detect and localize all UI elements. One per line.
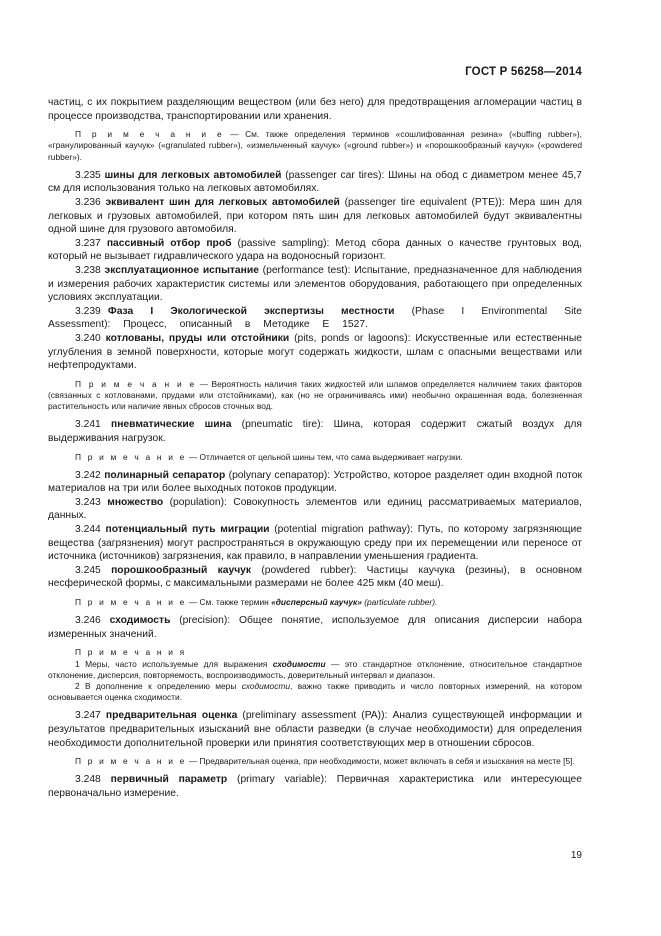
- note-paragraph: [48, 756, 582, 767]
- entry-term: шины для легковых автомобилей: [104, 169, 282, 181]
- entry-3-244: [48, 523, 582, 564]
- note-label: П р и м е ч а н и е: [75, 129, 224, 140]
- note-paragraph: [48, 452, 582, 463]
- entry-3-247: [48, 709, 582, 750]
- entry-definition: (performance test): Испытание, предназначенное для наблюдения и измерения рабочих характеристик системы или элементов оборудования, работающего при определенных условиях эксплуатации.: [48, 264, 582, 304]
- entry-number: 3.247: [75, 710, 101, 722]
- entry-definition: (primary variable): Первичная характеристика или интересующее первоначально измерение.: [48, 774, 582, 800]
- entry-number: 3.236: [75, 196, 101, 208]
- note-term: сходимости: [241, 681, 291, 692]
- entry-3-236: [48, 196, 582, 237]
- entry-number: 3.240: [75, 332, 101, 344]
- entry-definition: (population): Совокупность элементов или единиц рассматриваемых материалов, данных.: [48, 496, 582, 522]
- entry-3-240: [48, 332, 582, 373]
- entry-number: 3.241: [75, 419, 101, 431]
- entry-term: потенциальный путь миграции: [105, 524, 270, 536]
- note-paragraph: [48, 129, 582, 163]
- entry-definition: (passenger car tires): Шины на обод с диаметром менее 45,7 см для использования только на легковых автомобилях.: [48, 169, 583, 195]
- entry-definition: (pits, ponds or lagoons): Искусственные или естественные углубления в земной поверхности, которые могут содержать жидкости, шлам с опасными веществами или нефтепродуктами.: [48, 332, 582, 372]
- note-label: П р и м е ч а н и е: [75, 378, 197, 389]
- entry-number: 3.244: [75, 524, 101, 536]
- entry-definition: (precision): Общее понятие, используемое для описания дисперсии набора измеренных значений.: [48, 615, 582, 640]
- entry-number: 3.245: [75, 564, 101, 576]
- entry-definition: (preliminary assessment (PA)): Анализ существующей информации и результатов предварительных изысканий вне области разведки (в случае необходимости) для определения необходимости дополнительной проверки или принятия соответствующих мер в отношении сбросов.: [48, 710, 582, 749]
- note-item-2: [48, 681, 582, 703]
- note-term: «дисперсный каучук»: [271, 597, 362, 608]
- page-content: [48, 96, 582, 801]
- entry-definition: (polynary сепаратор): Устройство, которое разделяет один входной поток материалов на три или более выходных потоков продукции.: [48, 469, 582, 495]
- entry-definition: (Phase I Environmental Site Assessment): Процесс, описанный в Методике Е 1527.: [48, 305, 582, 331]
- entry-term: полинарный сепаратор: [104, 469, 226, 481]
- note-term: сходимости: [272, 658, 326, 669]
- entry-definition: (potential migration pathway): Путь, по которому загрязняющие вещества (загрязнения) могут распространяться в окружающую среду при их перемещении или переносе от источника (источников) загрязнения, как правило, в направлении уменьшения градиента.: [48, 524, 582, 563]
- note-label: П р и м е ч а н и е: [75, 756, 187, 767]
- entry-term: котлованы, пруды или отстойники: [105, 332, 290, 344]
- entry-term: пневматические шина: [110, 419, 232, 431]
- entry-number: 3.239: [75, 305, 101, 317]
- note-text: (particulate rubber).: [361, 597, 438, 608]
- note-text: 2 В дополнение к определению меры: [75, 681, 242, 692]
- note-paragraph: [48, 379, 582, 413]
- entry-term: предварительная оценка: [105, 710, 238, 722]
- entry-number: 3.237: [75, 237, 101, 249]
- note-label: П р и м е ч а н и е: [75, 597, 187, 608]
- entry-3-239: [48, 305, 582, 332]
- intro-paragraph: частиц, с их покрытием разделяющим веществом (или без него) для предотвращения агломерации частиц в процессе производства, транспортировании или хранения.: [48, 97, 582, 122]
- note-item-1: [48, 659, 582, 681]
- entry-3-246: [48, 614, 582, 641]
- entry-number: 3.235: [75, 169, 101, 181]
- page-number: 19: [570, 850, 582, 861]
- note-text: 1 Меры, часто используемые для выражения: [75, 658, 273, 669]
- entry-term: пассивный отбор проб: [106, 237, 232, 249]
- note-text: — это стандартное отклонение, относительное стандартное отклонение, дисперсия, повторяемость, воспроизводимость, доверительный интервал и диапазон.: [48, 658, 582, 680]
- entry-3-242: [48, 469, 582, 496]
- entry-term: эквивалент шин для легковых автомобилей: [105, 196, 340, 208]
- entry-term: эксплуатационное испытание: [104, 264, 259, 276]
- entry-3-235: [48, 169, 582, 196]
- entry-number: 3.248: [75, 774, 101, 786]
- entry-3-248: [48, 773, 582, 800]
- entry-definition: (passenger tire equivalent (PTE)): Мера шин для легковых и грузовых автомобилей, при котором пять шин для легковых автомобилей будут эквивалентны одной шине для грузового автомобиля.: [48, 196, 582, 236]
- entry-3-238: [48, 264, 582, 305]
- entry-term: первичный параметр: [110, 774, 228, 786]
- entry-term: порошкообразный каучук: [111, 564, 252, 576]
- note-text: — Вероятность наличия таких жидкостей или шламов определяется наличием таких факторов (связанных с котлованами, прудами или отстойниками), как (но не ограничиваясь ими) необычно окрашенная вода, болезненная растительность или наличие явных сбросов сточных вод.: [48, 378, 582, 412]
- note-text: — Предварительная оценка, при необходимости, может включать в себя и изыскания на месте [5].: [186, 756, 575, 767]
- standard-header: ГОСТ Р 56258—2014: [465, 66, 582, 78]
- entry-3-241: [48, 418, 582, 445]
- note-text: , важно также приводить и число повторных измерений, на котором основывается оценка сходимости.: [48, 681, 582, 703]
- entry-definition: (passive sampling): Метод сбора данных о качестве грунтовых вод, который не вызывает гидравлического удара на водоносный горизонт.: [48, 237, 582, 263]
- notes-label: П р и м е ч а н и я: [75, 647, 187, 658]
- note-text: — Отличается от цельной шины тем, что сама выдерживает нагрузки.: [186, 451, 463, 462]
- note-text: — См. также определения терминов «сошлифованная резина» («buffing rubber»), «гранулированный каучук» («granulated rubber»), «измельченный каучук» («ground rubber») и «порошкообразный каучук» («powdered rubber»).: [48, 129, 582, 162]
- entry-definition: (powdered rubber): Частицы каучука (резины), в основном несферической формы, с максимальными размерами не более 425 мкм (40 меш).: [48, 564, 582, 590]
- entry-3-237: [48, 237, 582, 264]
- entry-3-243: [48, 496, 582, 523]
- entry-number: 3.238: [75, 264, 101, 276]
- entry-term: Фаза I Экологической экспертизы местности: [107, 305, 395, 317]
- note-label: П р и м е ч а н и е: [75, 451, 187, 462]
- entry-number: 3.243: [75, 496, 101, 508]
- entry-term: сходимость: [109, 615, 171, 627]
- entry-number: 3.246: [75, 615, 101, 627]
- note-paragraph: [48, 597, 582, 608]
- note-text: — См. также термин: [186, 597, 272, 608]
- entry-number: 3.242: [75, 469, 101, 481]
- entry-definition: (pneumatic tire): Шина, которая содержит сжатый воздух для выдерживания нагрузок.: [48, 419, 582, 444]
- entry-3-245: [48, 564, 582, 591]
- entry-term: множество: [107, 496, 164, 508]
- notes-heading: [48, 647, 582, 658]
